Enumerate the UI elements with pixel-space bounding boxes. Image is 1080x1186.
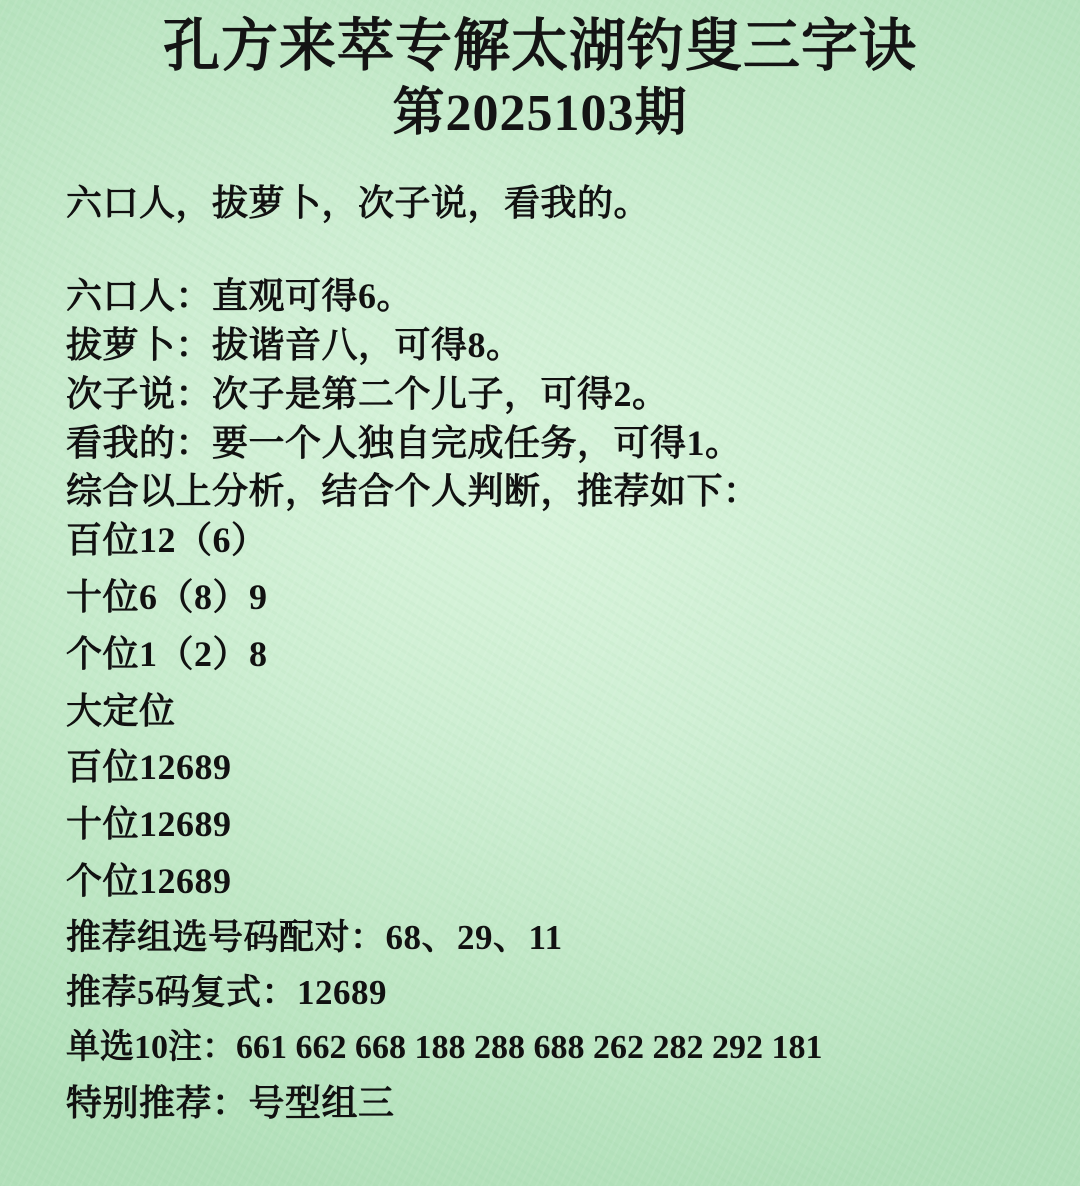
analysis-line-1: 六口人：直观可得6。 [66, 276, 414, 317]
analysis-summary: 综合以上分析，结合个人判断，推荐如下： [66, 471, 760, 512]
five-code-line: 推荐5码复式：12689 [66, 973, 388, 1013]
content-body [0, 144, 1080, 1126]
analysis-line-2: 拔萝卜：拔谐音八，可得8。 [66, 325, 523, 366]
special-recommend-line: 特别推荐：号型组三 [66, 1082, 395, 1123]
single-ten-line: 单选10注：661 662 668 188 288 688 262 282 292 181 [66, 1028, 823, 1066]
analysis-line-4: 看我的：要一个人独自完成任务，可得1。 [66, 422, 742, 463]
recommend-tens: 十位6（8）9 [66, 577, 268, 617]
page-title [0, 0, 1080, 144]
section-spacer [66, 233, 1024, 273]
big-position-tens: 十位12689 [66, 804, 232, 845]
title-line-2: 第2025103期 [392, 85, 688, 143]
group-pair-line: 推荐组选号码配对：68、29、11 [66, 917, 563, 957]
big-position-label: 大定位 [66, 690, 176, 731]
recommend-hundreds: 百位12（6） [66, 520, 268, 561]
big-position-units: 个位12689 [66, 860, 232, 901]
analysis-line-3: 次子说：次子是第二个儿子，可得2。 [66, 373, 669, 414]
recommend-units: 个位1（2）8 [66, 633, 268, 674]
title-line-1: 孔方来萃专解太湖钓叟三字诀 [163, 15, 917, 78]
big-position-hundreds: 百位12689 [66, 747, 232, 788]
riddle-text: 六口人，拔萝卜，次子说，看我的。 [66, 183, 651, 224]
